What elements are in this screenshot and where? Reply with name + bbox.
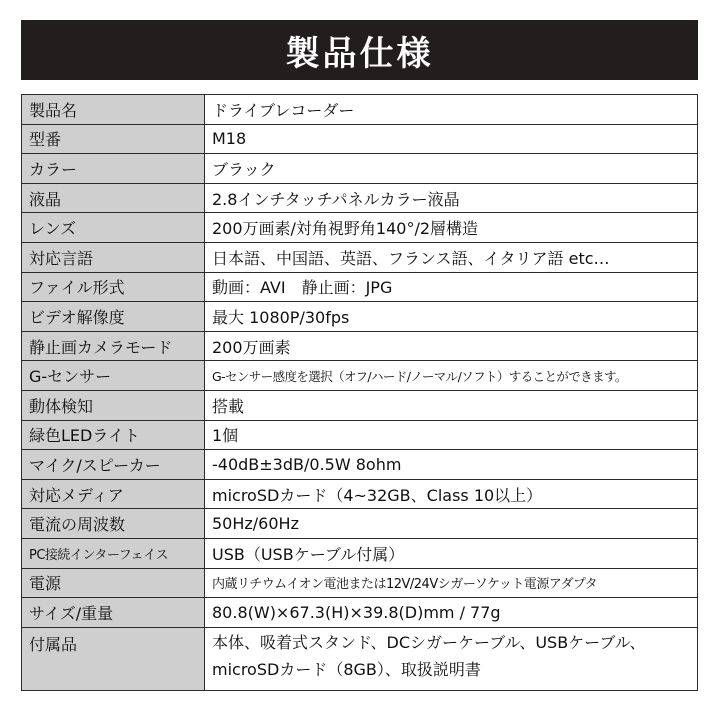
- table-row: [22, 361, 698, 391]
- spec-value: ブラック: [205, 154, 698, 184]
- table-row: [22, 568, 698, 598]
- spec-label: マイク/スピーカー: [22, 450, 205, 480]
- spec-value: 動画：AVI 静止画：JPG: [205, 272, 698, 302]
- spec-label: 電源: [22, 568, 205, 598]
- spec-label: PC接続インターフェイス: [22, 538, 205, 568]
- spec-value-line: microSDカード（8GB）、取扱説明書: [212, 659, 481, 679]
- table-row: [22, 450, 698, 480]
- spec-table: [21, 94, 698, 691]
- spec-label: 液晶: [22, 183, 205, 213]
- table-row: [22, 183, 698, 213]
- spec-label: カラー: [22, 154, 205, 184]
- spec-value: 200万画素/対角視野角140°/2層構造: [205, 213, 698, 243]
- spec-value: [205, 627, 698, 690]
- table-row: [22, 390, 698, 420]
- spec-value: ドライブレコーダー: [205, 95, 698, 125]
- spec-label: 製品名: [22, 95, 205, 125]
- spec-label: 緑色LEDライト: [22, 420, 205, 450]
- spec-label: G-センサー: [22, 361, 205, 391]
- spec-value: 内蔵リチウムイオン電池または12V/24Vシガーソケット電源アダプタ: [205, 568, 698, 598]
- table-row: [22, 124, 698, 154]
- spec-value: 1個: [205, 420, 698, 450]
- spec-value-line: 本体、吸着式スタンド、DCシガーケーブル、USBケーブル、: [212, 632, 646, 652]
- spec-label: 型番: [22, 124, 205, 154]
- table-row: [22, 95, 698, 125]
- spec-label: ビデオ解像度: [22, 302, 205, 332]
- spec-value: 50Hz/60Hz: [205, 509, 698, 539]
- table-row: [22, 302, 698, 332]
- spec-header: [21, 20, 698, 80]
- table-row: [22, 242, 698, 272]
- page-title: 製品仕様: [285, 33, 434, 74]
- table-row: [22, 213, 698, 243]
- spec-label: 対応言語: [22, 242, 205, 272]
- spec-label: レンズ: [22, 213, 205, 243]
- spec-label: 対応メディア: [22, 479, 205, 509]
- table-row: [22, 627, 698, 690]
- spec-value: microSDカード（4~32GB、Class 10以上）: [205, 479, 698, 509]
- spec-label: 電流の周波数: [22, 509, 205, 539]
- spec-value: M18: [205, 124, 698, 154]
- table-row: [22, 479, 698, 509]
- table-row: [22, 538, 698, 568]
- spec-label: 静止画カメラモード: [22, 331, 205, 361]
- spec-value: G-センサー感度を選択（オフ/ハード/ノーマル/ソフト）することができます。: [205, 361, 698, 391]
- spec-label: 動体検知: [22, 390, 205, 420]
- table-row: [22, 331, 698, 361]
- table-row: [22, 598, 698, 628]
- table-row: [22, 509, 698, 539]
- spec-value: 最大 1080P/30fps: [205, 302, 698, 332]
- spec-value: 日本語、中国語、英語、フランス語、イタリア語 etc…: [205, 242, 698, 272]
- spec-value: -40dB±3dB/0.5W 8ohm: [205, 450, 698, 480]
- spec-label: 付属品: [22, 627, 205, 690]
- spec-label: ファイル形式: [22, 272, 205, 302]
- spec-label: サイズ/重量: [22, 598, 205, 628]
- spec-value: 2.8インチタッチパネルカラー液晶: [205, 183, 698, 213]
- spec-value: 80.8(W)×67.3(H)×39.8(D)mm / 77g: [205, 598, 698, 628]
- table-row: [22, 420, 698, 450]
- table-row: [22, 154, 698, 184]
- table-row: [22, 272, 698, 302]
- spec-value: 200万画素: [205, 331, 698, 361]
- spec-value: 搭載: [205, 390, 698, 420]
- spec-value: USB（USBケーブル付属）: [205, 538, 698, 568]
